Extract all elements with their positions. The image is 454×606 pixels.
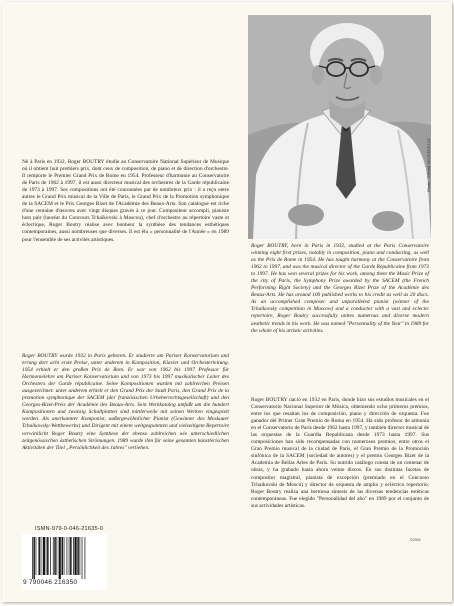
barcode-bar (33, 537, 34, 579)
barcode-bar (54, 537, 55, 575)
barcode-bar (74, 537, 76, 575)
barcode-bar (69, 537, 70, 575)
barcode-bar (43, 537, 45, 575)
barcode-bar (77, 537, 78, 575)
barcode-bar (64, 537, 65, 575)
barcode-bar (82, 537, 83, 579)
barcode-bar (50, 537, 51, 575)
portrait-photo (248, 15, 431, 239)
ismn-label: ISMN-979-0-046-21635-0 (35, 526, 104, 532)
barcode-bars (32, 537, 100, 579)
barcode-bar (73, 537, 74, 575)
barcode-bar (38, 537, 39, 575)
biography-german: Roger BOUTRY wurde 1932 in Paris geboren. Er studierte am Pariser Konservatorium und errang dort acht erste Preise, unter anderem in Komposition, Klavier und Orchesterleitung. 1954 erhielt er den großen Prix de Rom. Er war von 1962 bis 1997 Professor für Harmonielehre am Pariser Konservatorium und von 1973 bis 1997 musikalischer Leiter des Orchesters der Garde républicaine. Seine Kompositionen wurden mit zahlreichen Preisen ausgezeichnet: unter anderem erhielt er den Grand Prix der Stadt Paris, den Grand Prix de la promotion symphonique der SACEM (der französischen Urheberrechtsgesellschaft) und den Georges-Bizet-Preis der Académie des Beaux-Arts. Sein Werkkatalog umfaßt um die hundert Kompositionen und zwanzig Schallplatten sind mittlerweile mit seinen Werken eingespielt worden. Als anerkannter Komponist, außergewöhnlicher Pianist (Gewinner des Moskauer Tchaikowsky-Wettbewerbs) und Dirigent mit einem weitgespannten und vielseitigem Repertoire verwirklicht Roger Boutry eine Synthese der ebenso zahlreichen wie unterschiedlichen zeitgenössischen ästhetischen Strömungen. 1989 wurde ihm für seine gesamten künstlerischen Aktivitäten der Titel „Persönlichkeit des Jahres" verliehen. (22, 353, 229, 451)
biography-spanish: Roger BOUTRY nació en 1932 en París, donde hizo sus estudios musicales en el Conservatorio Nacional Superior de Música, obteniendo ocho primeros premios, entre los que resaltan los de composición, piano y dirección de orquesta. Fue ganador del Primer Gran Premio de Roma en 1954. Ha sido profesor de armonía en el Conservatorio de París desde 1962 hasta 1997, y también director musical de las orquestas de la Guardia Republicana desde 1973 hasta 1997. Sus composiciones han sido recompensadas con numerosos premios, entre otros el Gran Premio musical de la ciudad de París, el Gran Premio de la Promoción sinfónica de la SACEM (sociedad de autores) y el premio Georges Bizet de la Academia de Bellas Artes de París. Su nutrido catálogo consta de un centenar de obras, y ha grabado hasta ahora veinte discos. En sus distintas facetas de compositor magistral, pianista de excepción (premiado en el Concurso Tchaikovski de Moscú) y director de orquesta de amplio y ecléctico repertorio, Roger Boutry realiza una hermosa síntesis de las diversas tendencias estéticas contemporáneas. Fue elegido "Personalidad del año" en 1989 por el conjunto de sus actividades artísticas. (251, 397, 429, 509)
barcode-bar (56, 537, 57, 575)
barcode-digits: 9 790046 216350 (23, 579, 78, 586)
barcode-bar (67, 537, 68, 575)
barcode-bar (70, 537, 71, 575)
barcode-bar (36, 537, 37, 575)
barcode-bar (53, 537, 54, 575)
barcode-bar (32, 537, 33, 579)
barcode-bar (46, 537, 47, 575)
barcode (22, 534, 107, 590)
barcode-bar (85, 537, 86, 579)
barcode-bar (47, 537, 48, 575)
copyright-notice: ©2004 (410, 538, 421, 542)
photo-credit: Photo : Gérard NEUVECELLE (426, 138, 431, 192)
barcode-bar (59, 537, 61, 579)
portrait-image (248, 15, 431, 239)
barcode-bar (41, 537, 42, 575)
barcode-bar (62, 537, 63, 575)
biography-english: Roger BOUTRY, born in Paris in 1932, studied at the Paris Conservatoire winning eight first prizes, notably in composition, piano and conducting, as well as the Prix de Rome in 1954. He has taught harmony at the Conservatoire from 1962 to 1997, and was the musical director of the Garde Républicaine from 1973 to 1997. He has won several prizes for his work, among them the Music Prize of the city of Paris, the Symphony Prize awarded by the SACEM (the French Performing Right Society) and the Georges Bizet Prize of the Académie des Beaux-Arts. He has around 100 published works to his credit as well as 20 discs. As an accomplished composer and unparalleled pianist (winner of the Tchaikovsky competition in Moscow) and a conductor with a vast and eclectic repertoire, Roger Boutry successfully unites numerous and diverse modern aesthetic trends in his work. He was named "Personnality of the Year" in 1989 for the whole of his artistic activities. (251, 243, 429, 334)
back-cover (2, 2, 452, 602)
barcode-bar (80, 537, 81, 575)
biography-french: Né à Paris en 1932, Roger BOUTRY étudie au Conservatoire National Supérieur de Musique où il obtient huit premiers prix, dont ceux de composition, de piano et de direction d'orchestre. Il remporte le Premier Grand Prix de Rome en 1954. Professeur d'harmonie au Conservatoire de Paris de 1962 à 1997, il est aussi directeur musical des orchestres de la Garde républicaine de 1973 à 1997. Ses compositions ont été couronnées par de nombreux prix : il a reçu entre autres le Grand Prix musical de la Ville de Paris, le Grand Prix de la Promotion symphonique de la SACEM et le Prix Georges Bizet de l'Académie des Beaux-Arts. Son catalogue est riche d'une centaine d'œuvres avec vingt disques gravés à ce jour. Compositeur accompli, pianiste hors pair (lauréat du Concours Tchaïkovski à Moscou), chef d'orchestre au répertoire vaste et éclectique, Roger Boutry réalise avec bonheur la synthèse des tendances esthétiques contemporaines, aussi nombreuses que diverses. Il est élu « personnalité de l'Année » en 1989 pour l'ensemble de ses activités artistiques. (22, 159, 229, 243)
